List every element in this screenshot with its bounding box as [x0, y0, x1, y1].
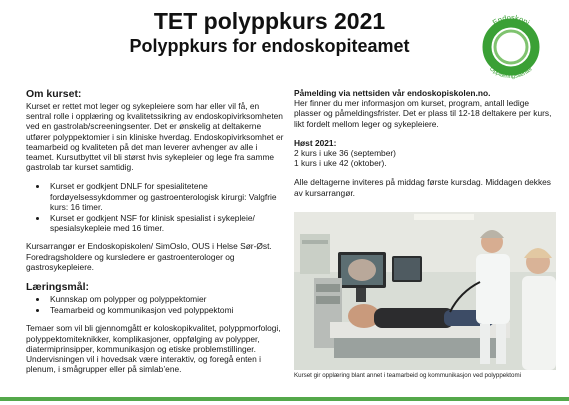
approval-item: • Kurset er godkjent DNLF for spesialitetene fordøyelsessykdommer og gastroenterologisk kirurgi: Valgfrie kurs: 16 timer.	[48, 181, 284, 212]
logo-top-text: Endoskopi	[490, 12, 532, 28]
autumn-heading: Høst 2021:	[294, 137, 337, 148]
approval-item: • Kurset er godkjent NSF for klinisk spesialist i sykepleie/ spesialsykepleie med 16 timer.	[48, 213, 284, 233]
topics-text: Temaer som vil bli gjennomgått er koloskopikvalitet, polyppmorfologi, polyppektomiteknikker, komplikasjoner, oppfølging av polypper, diatermiprinsipper, kommunikasjon og etiske problemstillinger. Undervisningen vil i hovedsak være interaktiv, og foregå enten i plenum, i smågrupper eller på simlab’ene.	[26, 323, 281, 375]
right-column	[294, 88, 556, 207]
photo-caption: Kurset gir opplæring blant annet i teamarbeid og kommunikasjon ved polyppektomi	[294, 372, 522, 379]
autumn-line: 1 kurs i uke 42 (oktober).	[294, 158, 387, 169]
goals-heading: Læringsmål:	[26, 281, 90, 294]
signup-body: Her finner du mer informasjon om kurset, program, antall ledige plasser og påmeldingsfrister. Det er plass til 12-18 deltakere per kurs, likt fordelt mellom leger og sykepleiere.	[294, 98, 552, 129]
om-body: Kurset er rettet mot leger og sykepleiere som har eller vil få, en sentral rolle i opplæring og kvalitetssikring av endoskopivirksomheten ved en gastrolab/screeningsenter. Det er ønskelig at deltakerne utfører polyppektomier i sin kliniske hverdag. Endoskopivirksomhet er teamarbeid og kvaliteten på det man leverer avhenger av alle i teamet. Kursutbyttet vil bli størst hvis sykepleier og lege fra samme gastrolab tar kurset samtidig.	[26, 101, 284, 173]
page-title: TET polyppkurs 2021	[153, 8, 386, 34]
goal-item: • Teamarbeid og kommunikasjon ved polyppektomi	[48, 305, 284, 315]
left-column	[26, 88, 284, 383]
footer-divider	[0, 397, 569, 401]
endoskopi-logo	[470, 6, 552, 88]
logo-bottom-text: Opplæringssenter	[488, 66, 534, 81]
goal-item: • Kunnskap om polypper og polyppektomier	[48, 294, 284, 304]
approvals-list	[26, 181, 284, 233]
page-subtitle: Polyppkurs for endoskopiteamet	[129, 36, 410, 56]
signup-heading: Påmelding via nettsiden vår endoskopiskolen.no.	[294, 88, 491, 98]
autumn-line: 2 kurs i uke 36 (september)	[294, 148, 396, 159]
organizers-text: Kursarrangør er Endoskopiskolen/ SimOslo, OUS i Helse Sør-Øst. Foredragsholdere og kursledere er gastroenterologer og gastrosykepleiere.	[26, 241, 272, 272]
training-photo	[294, 212, 556, 370]
goals-list	[26, 294, 284, 315]
om-heading: Om kurset:	[26, 88, 82, 100]
dinner-text: Alle deltagerne inviteres på middag første kursdag. Middagen dekkes av kursarrangør.	[294, 177, 551, 198]
